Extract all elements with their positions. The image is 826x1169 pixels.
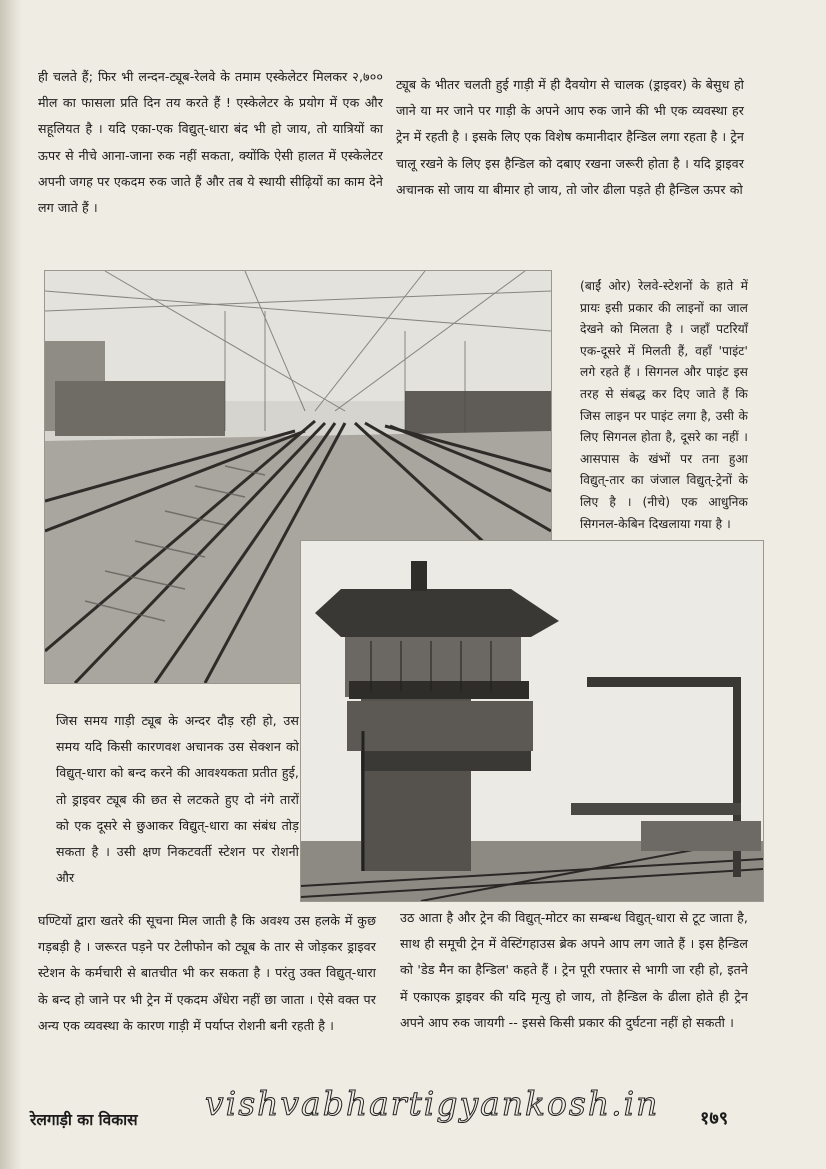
paragraph-escalator: ही चलते हैं; फिर भी लन्दन-ट्यूब-रेलवे के तमाम एस्केलेटर मिलकर २,७०० मील का फासला प्रति दिन तय करते हैं ! एस्केलेटर के प्रयोग में एक और सहूलियत है । यदि एका-एक विद्युत्-धारा बंद भी हो जाय, तो यात्रियों का ऊपर से नीचे आना-जाना रुक नहीं सकता, क्योंकि ऐसी हालत में एस्केलेटर अपनी जगह पर एकदम रुक जाते हैं और तब ये स्थायी सीढ़ियों का काम देने लग जाते हैं । [38, 69, 383, 216]
paragraph-westinghouse-brake: उठ आता है और ट्रेन की विद्युत्-मोटर का सम्बन्ध विद्युत्-धारा से टूट जाता है, साथ ही समूची ट्रेन में वेस्टिंगहाउस ब्रेक अपने आप लग जाते हैं । इस हैन्डिल को 'डेड मैन का हैन्डिल' कहते हैं । ट्रेन पूरी रफ्तार से भागी जा रही हो, इतने में एकाएक ड्राइवर की यदि मृत्यु हो जाय, तो हैन्डिल के ढीला होते ही ट्रेन अपने आप रुक जायगी -- इससे किसी प्रकार की दुर्घटना नहीं हो सकती । [400, 910, 748, 1030]
photo-caption: (बाईं ओर) रेलवे-स्टेशनों के हाते में प्रायः इसी प्रकार की लाइनों का जाल देखने को मिलता है । जहाँ पटरियाँ एक-दूसरे में मिलती हैं, वहाँ 'पाइंट' लगे रहते हैं । सिगनल और पाइंट इस तरह से संबद्ध कर दिए जाते हैं कि जिस लाइन पर पाइंट लगा है, उसी के लिए सिगनल होता है, दूसरे का नहीं । आसपास के खंभों पर तना हुआ विद्युत्-तार का जंजाल विद्युत्-ट्रेनों के लिए है । (नीचे) एक आधुनिक सिगनल-केबिन दिखलाया गया है । [580, 279, 748, 531]
paragraph-dead-man-handle: ट्यूब के भीतर चलती हुई गाड़ी में ही दैवयोग से चालक (ड्राइवर) के बेसुध हो जाने या मर जाने पर गाड़ी के अपने आप रुक जाने की भी एक व्यवस्था हर ट्रेन में रहती है । इसके लिए एक विशेष कमानीदार हैन्डिल लगा रहता है । ट्रेन चालू रखने के लिए इस हैन्डिल को दबाए रखना जरूरी होता है । यदि ड्राइवर अचानक सो जाय या बीमार हो जाय, तो जोर ढीला पड़ते ही हैन्डिल ऊपर को [396, 77, 744, 197]
running-footer-title: रेलगाड़ी का विकास [30, 1111, 138, 1129]
signal-cabin-photo [300, 540, 764, 902]
page-number: १७९ [700, 1108, 729, 1129]
watermark: vishvabhartigyankosh.in [205, 1084, 660, 1123]
paragraph-telephone: घण्टियों द्वारा खतरे की सूचना मिल जाती है कि अवश्य उस हलके में कुछ गड़बड़ी है । जरूरत पड़ने पर टेलीफोन को ट्यूब के तार से जोड़कर ड्राइवर स्टेशन के कर्मचारी से बातचीत भी कर सकता है । परंतु उक्त विद्युत्-धारा के बन्द हो जाने पर भी ट्रेन में एकदम अँधेरा नहीं छा जाता । ऐसे वक्त पर अन्य एक व्यवस्था के कारण गाड़ी में पर्याप्त रोशनी बनी रहती है । [38, 913, 376, 1033]
paragraph-tube-wires: जिस समय गाड़ी ट्यूब के अन्दर दौड़ रही हो, उस समय यदि किसी कारणवश अचानक उस सेक्शन को विद्युत्-धारा को बन्द करने की आवश्यकता प्रतीत हुई, तो ड्राइवर ट्यूब की छत से लटकते हुए दो नंगे तारों को एक दूसरे से छुआकर विद्युत्-धारा का संबंध तोड़ सकता है । उसी क्षण निकटवर्ती स्टेशन पर रोशनी और [56, 713, 299, 886]
book-spine-shadow [0, 0, 22, 1169]
